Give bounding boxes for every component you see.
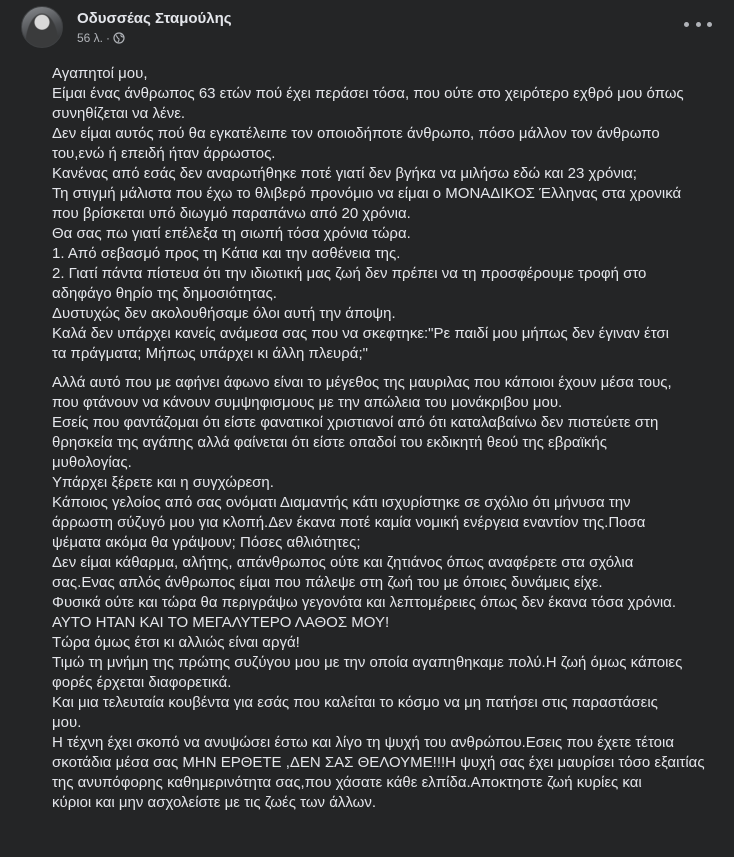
post-text-line: Και μια τελευταία κουβέντα για εσάς που καλείται το κόσμο να μη πατήσει στις παραστάσεις	[52, 694, 658, 711]
post-text-line: Δεν είμαι αυτός πού θα εγκατέλειπε τον οποιοδήποτε άνθρωπο, πόσο μάλλον τον άνθρωπο	[52, 125, 660, 142]
post-text-line: Υπάρχει ξέρετε και η συγχώρεση.	[52, 474, 274, 491]
post-text-line: Καλά δεν υπάρχει κανείς ανάμεσα σας που να σκεφτηκε:"Ρε παιδί μου μήπως δεν έγιναν έτσι	[52, 325, 669, 342]
post-text-line: μου.	[52, 714, 82, 731]
post-text-line: που βρίσκεται υπό διωγμό παραπάνω από 20 χρόνια.	[52, 205, 411, 222]
paragraph-gap	[52, 364, 724, 373]
post-text-line: Αλλά αυτό που με αφήνει άφωνο είναι το μέγεθος της μαυριλας που κάποιοι έχουν μέσα τους,	[52, 374, 672, 391]
post-text-line: κύριοι και μην ασχολείστε με τις ζωές των άλλων.	[52, 794, 377, 811]
post-text-line: Είμαι ένας άνθρωπος 63 ετών πού έχει περάσει τόσα, που ούτε στο χειρότερο εχθρό μου όπως	[52, 85, 684, 102]
post-text-line: Κάποιος γελοίος από σας ονόματι Διαμαντής κάτι ισχυρίστηκε σε σχόλιο ότι μήνυσα την	[52, 494, 631, 511]
post-body	[52, 64, 724, 813]
more-dot-1	[684, 22, 689, 27]
post-text-line: άρρωστη σύζυγό μου για κλοπή.Δεν έκανα ποτέ καμία νομική ενέργεια εναντίον της.Ποσα	[52, 514, 646, 531]
globe-icon[interactable]	[113, 32, 125, 44]
more-dot-2	[696, 22, 701, 27]
post-meta	[77, 9, 232, 46]
post-text-line: ΑΥΤΟ ΗΤΑΝ ΚΑΙ ΤΟ ΜΕΓΑΛΥΤΕΡΟ ΛΑΘΟΣ ΜΟΥ!	[52, 614, 390, 631]
post-text-line: 2. Γιατί πάντα πίστευα ότι την ιδιωτική μας ζωή δεν πρέπει να τη προσφέρουμε τροφή στο	[52, 265, 647, 282]
post-text-line: του,ενώ ή επειδή ήταν άρρωστος.	[52, 145, 276, 162]
more-options-icon[interactable]	[684, 14, 712, 34]
post-text-line: της ανυπόφορης καθημερινότητα σας,που χάσατε κάθε ελπίδα.Αποκτηστε ζωή κυρίες και	[52, 774, 642, 791]
post-text-line: Τιμώ τη μνήμη της πρώτης συζύγου μου με την οποία αγαπηθηκαμε πολύ.Η ζωή όμως κάποιες	[52, 654, 683, 671]
post-header	[21, 5, 232, 49]
post-text-line: 1. Από σεβασμό προς τη Κάτια και την ασθένεια της.	[52, 245, 401, 262]
post-time[interactable]: 56 λ.	[77, 30, 104, 45]
post-text-line: φορές έρχεται διαφορετικά.	[52, 674, 232, 691]
post-text-line: Κανένας από εσάς δεν αναρωτήθηκε ποτέ γιατί δεν βγήκα να μιλήσω εδώ και 23 χρόνια;	[52, 165, 637, 182]
post-text-line: μυθολογίας.	[52, 454, 132, 471]
post-text-line: Δυστυχώς δεν ακολουθήσαμε όλοι αυτή την άποψη.	[52, 305, 396, 322]
post-text-line: Θα σας πω γιατί επέλεξα τη σιωπή τόσα χρόνια τώρα.	[52, 225, 411, 242]
post-text-line: σας.Ενας απλός άνθρωπος είμαι που πάλεψε στη ζωή του με όποιες δυνάμεις είχε.	[52, 574, 603, 591]
post-text-line: Εσείς που φαντάζομαι ότι είστε φανατικοί χριστιανοί από ότι καταλαβαίνω δεν πιστεύετε στη	[52, 414, 659, 431]
post-text-line: Η τέχνη έχει σκοπό να ανυψώσει έστω και λίγο τη ψυχή του ανθρώπου.Εσεις που έχετε τέτοια	[52, 734, 675, 751]
author-name[interactable]: Οδυσσέας Σταμούλης	[77, 9, 232, 27]
post-text-line: συνηθίζεται να λένε.	[52, 105, 186, 122]
more-dot-3	[707, 22, 712, 27]
post-text-line: Φυσικά ούτε και τώρα θα περιγράψω γεγονότα και λεπτομέρειες όπως δεν έκανα τόσα χρόνια.	[52, 594, 677, 611]
post-text-line: που φτάνουν να κάνουν συμψηφισμους με την απώλεια του μονάκριβου μου.	[52, 394, 563, 411]
post-text-line: ψέματα ακόμα θα γράψουν; Πόσες αθλιότητες;	[52, 534, 361, 551]
post-text-line: Αγαπητοί μου,	[52, 65, 148, 82]
post-subline	[77, 30, 232, 46]
post-text-line: Τη στιγμή μάλιστα που έχω το θλιβερό προνόμιο να είμαι ο ΜΟΝΑΔΙΚΟΣ Έλληνας στα χρονικά	[52, 185, 682, 202]
separator-dot: ·	[106, 30, 111, 45]
avatar[interactable]	[21, 6, 63, 48]
post-text-line: αδηφάγο θηρίο της δημοσιότητας.	[52, 285, 277, 302]
post-text-line: θρησκεία της αγάπης αλλά φαίνεται ότι είστε οπαδοί του εκδικητή θεού της εβραϊκής	[52, 434, 607, 451]
post-text-line: τα πράγματα; Μήπως υπάρχει κι άλλη πλευρά;"	[52, 345, 368, 362]
post-text-line: Τώρα όμως έτσι κι αλλιώς είναι αργά!	[52, 634, 300, 651]
post-text-line: σκοτάδια μέσα σας ΜΗΝ ΕΡΘΕΤΕ ,ΔΕΝ ΣΑΣ ΘΕΛΟΥΜΕ!!!Η ψυχή σας έχει μαυρίσει τόσο εξαιτίας	[52, 754, 705, 771]
post-text-line: Δεν είμαι κάθαρμα, αλήτης, απάνθρωπος ούτε και ζητιάνος όπως αναφέρετε στα σχόλια	[52, 554, 634, 571]
